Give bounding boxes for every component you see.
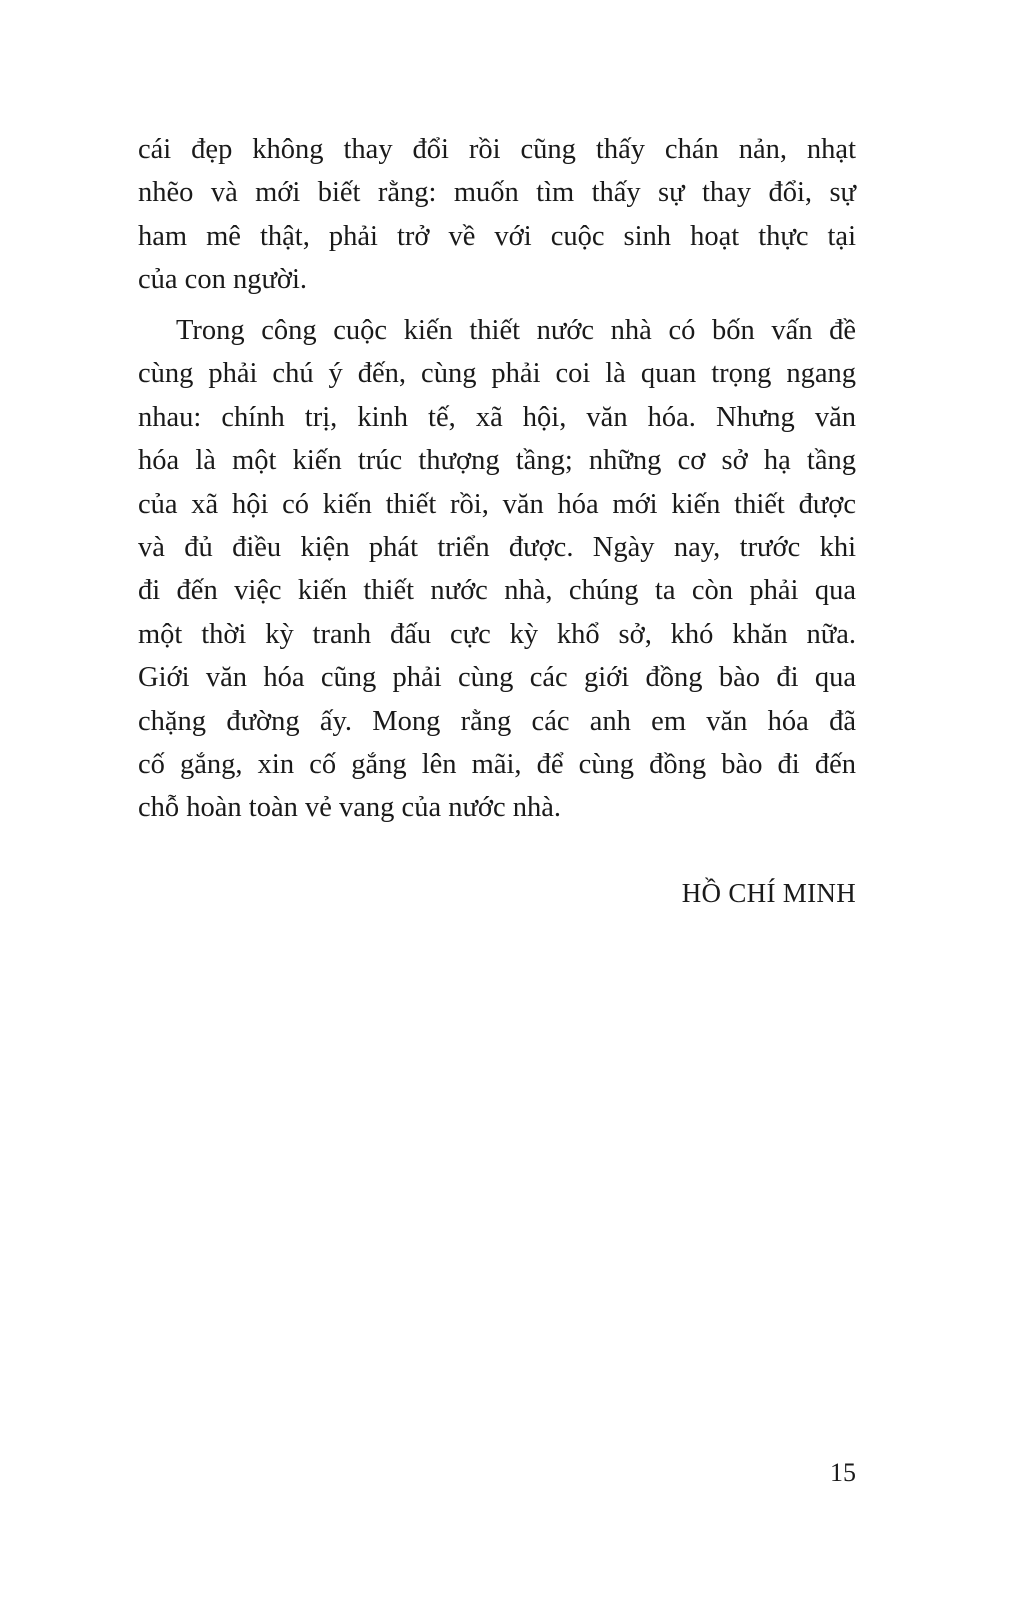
text-line: nhẽo và mới biết rằng: muốn tìm thấy sự thay đổi, sự bbox=[138, 177, 856, 209]
text-line: của con người. bbox=[138, 264, 308, 296]
text-line: hóa là một kiến trúc thượng tầng; những cơ sở hạ tầng bbox=[138, 445, 856, 477]
text-line: chỗ hoàn toàn vẻ vang của nước nhà. bbox=[138, 792, 562, 824]
page-number: 15 bbox=[830, 1458, 856, 1487]
text-line: đi đến việc kiến thiết nước nhà, chúng ta còn phải qua bbox=[138, 575, 856, 607]
text-line: chặng đường ấy. Mong rằng các anh em văn hóa đã bbox=[138, 705, 856, 737]
text-line: cùng phải chú ý đến, cùng phải coi là quan trọng ngang bbox=[138, 358, 856, 390]
text-line: Giới văn hóa cũng phải cùng các giới đồng bào đi qua bbox=[138, 662, 856, 694]
paragraph-1 bbox=[138, 128, 856, 302]
text-line: ham mê thật, phải trở về với cuộc sinh hoạt thực tại bbox=[138, 220, 856, 252]
author-signature: HỒ CHÍ MINH bbox=[681, 878, 856, 908]
text-line: Trong công cuộc kiến thiết nước nhà có bốn vấn đề bbox=[176, 315, 856, 346]
paragraph-2 bbox=[138, 309, 856, 830]
text-line: và đủ điều kiện phát triển được. Ngày nay, trước khi bbox=[138, 531, 856, 563]
text-line: một thời kỳ tranh đấu cực kỳ khổ sở, khó khăn nữa. bbox=[138, 618, 856, 650]
text-line: cố gắng, xin cố gắng lên mãi, để cùng đồng bào đi đến bbox=[138, 748, 856, 780]
text-line: nhau: chính trị, kinh tế, xã hội, văn hóa. Nhưng văn bbox=[138, 401, 856, 433]
text-line: cái đẹp không thay đổi rồi cũng thấy chán nản, nhạt bbox=[138, 134, 856, 165]
text-line: của xã hội có kiến thiết rồi, văn hóa mới kiến thiết được bbox=[138, 488, 856, 520]
